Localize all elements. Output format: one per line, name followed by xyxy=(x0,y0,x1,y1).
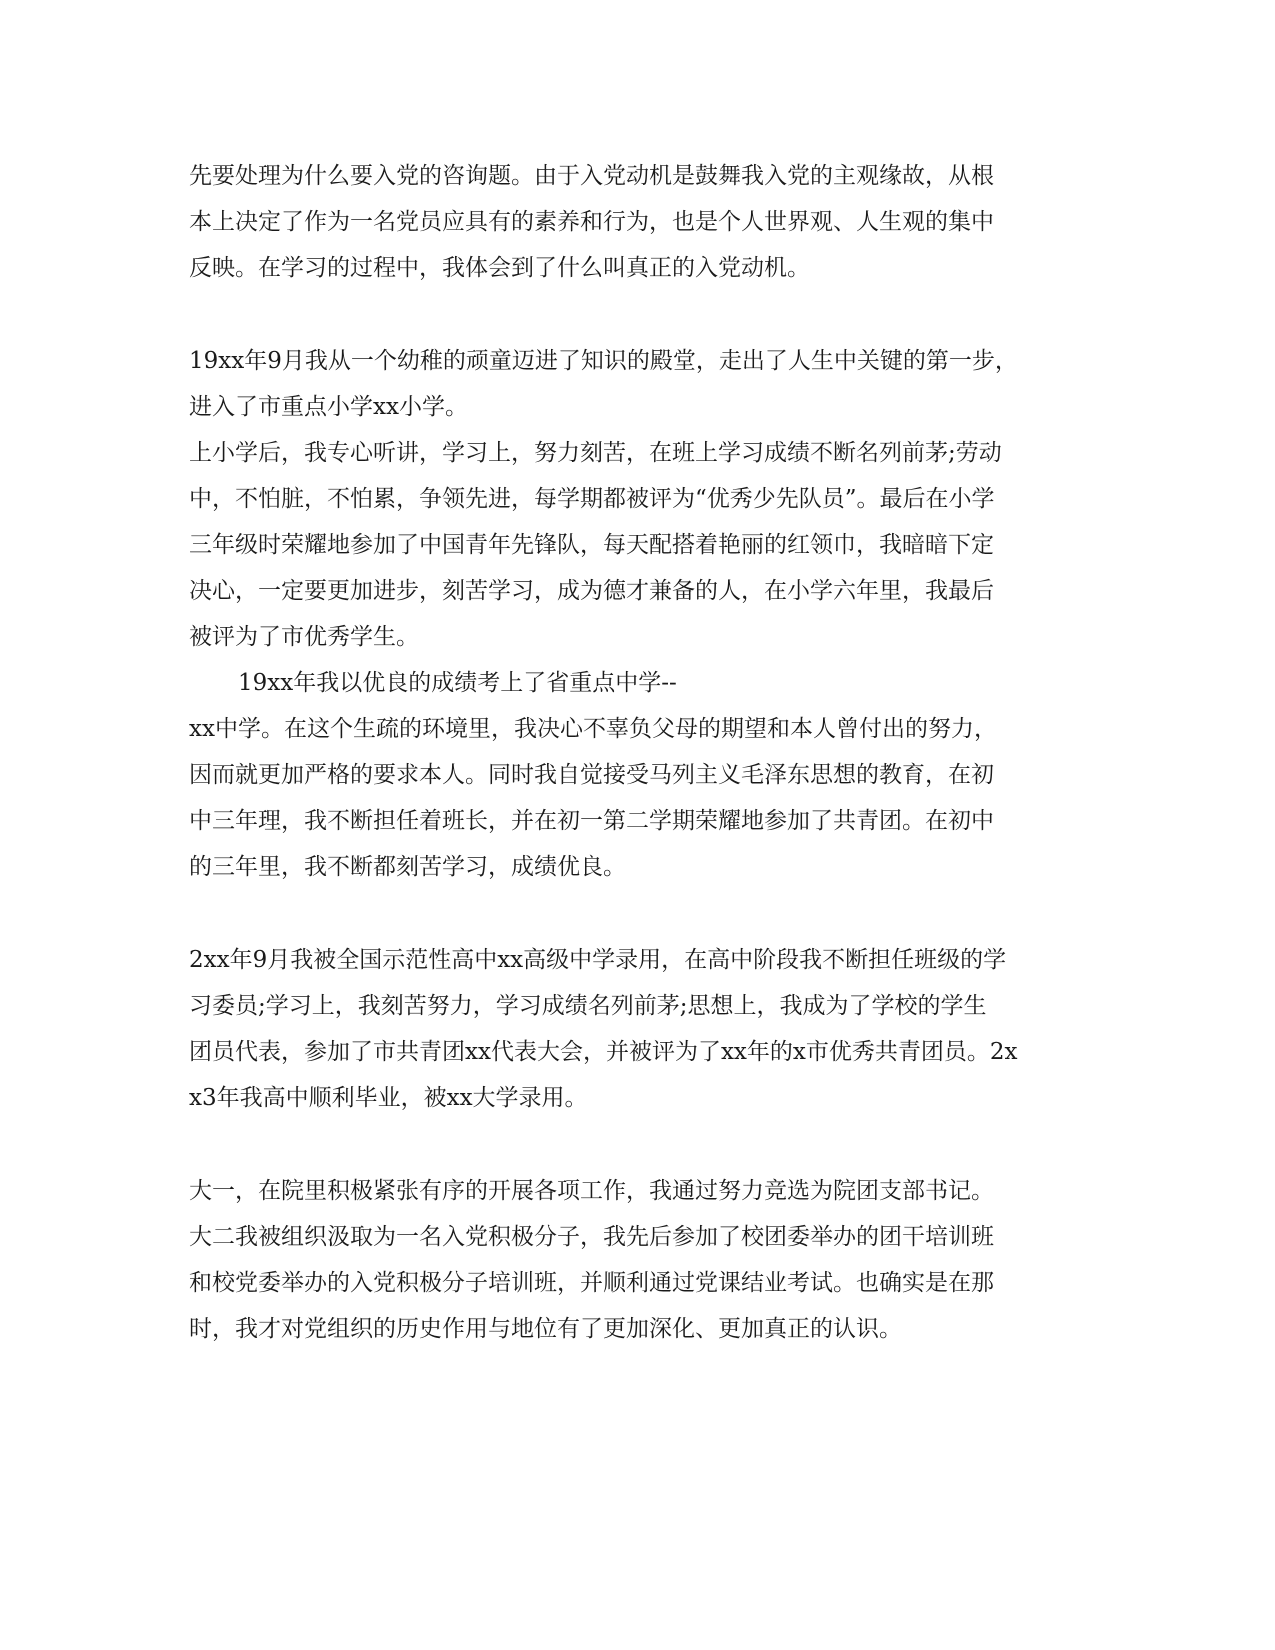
text-line: x3年我高中顺利毕业，被xx大学录用。 xyxy=(189,1085,588,1111)
text-line: 因而就更加严格的要求本人。同时我自觉接受马列主义毛泽东思想的教育，在初 xyxy=(189,762,994,788)
text-line: 团员代表，参加了市共青团xx代表大会，并被评为了xx年的x市优秀共青团员。2x xyxy=(189,1039,1018,1065)
text-line: 进入了市重点小学xx小学。 xyxy=(189,394,468,420)
text-line: 三年级时荣耀地参加了中国青年先锋队，每天配搭着艳丽的红领巾，我暗暗下定 xyxy=(189,532,994,558)
text-line: 中三年理，我不断担任着班长，并在初一第二学期荣耀地参加了共青团。在初中 xyxy=(189,808,994,834)
text-line: 时，我才对党组织的历史作用与地位有了更加深化、更加真正的认识。 xyxy=(189,1316,902,1342)
text-line: 反映。在学习的过程中，我体会到了什么叫真正的入党动机。 xyxy=(189,255,810,281)
text-line: 决心，一定要更加进步，刻苦学习，成为德才兼备的人，在小学六年里，我最后 xyxy=(189,578,994,604)
text-line: 习委员;学习上，我刻苦努力，学习成绩名列前茅;思想上，我成为了学校的学生 xyxy=(189,993,987,1019)
text-line: 的三年里，我不断都刻苦学习，成绩优良。 xyxy=(189,854,626,880)
text-line: 被评为了市优秀学生。 xyxy=(189,624,419,650)
text-line: 19xx年9月我从一个幼稚的顽童迈进了知识的殿堂，走出了人生中关键的第一步， xyxy=(189,348,1018,374)
text-line: xx中学。在这个生疏的环境里，我决心不辜负父母的期望和本人曾付出的努力， xyxy=(189,716,997,742)
text-line: 上小学后，我专心听讲，学习上，努力刻苦，在班上学习成绩不断名列前茅;劳动 xyxy=(189,440,1002,466)
text-line: 先要处理为什么要入党的咨询题。由于入党动机是鼓舞我入党的主观缘故，从根 xyxy=(189,163,994,189)
text-line: 和校党委举办的入党积极分子培训班，并顺利通过党课结业考试。也确实是在那 xyxy=(189,1270,994,1296)
text-line: 大一，在院里积极紧张有序的开展各项工作，我通过努力竞选为院团支部书记。 xyxy=(189,1178,994,1204)
text-line: 2xx年9月我被全国示范性高中xx高级中学录用，在高中阶段我不断担任班级的学 xyxy=(189,947,1007,973)
text-line: 19xx年我以优良的成绩考上了省重点中学-- xyxy=(238,670,677,696)
text-line: 大二我被组织汲取为一名入党积极分子，我先后参加了校团委举办的团干培训班 xyxy=(189,1224,994,1250)
text-line: 中，不怕脏，不怕累，争领先进，每学期都被评为“优秀少先队员”。最后在小学 xyxy=(189,486,995,512)
text-line: 本上决定了作为一名党员应具有的素养和行为，也是个人世界观、人生观的集中 xyxy=(189,209,994,235)
